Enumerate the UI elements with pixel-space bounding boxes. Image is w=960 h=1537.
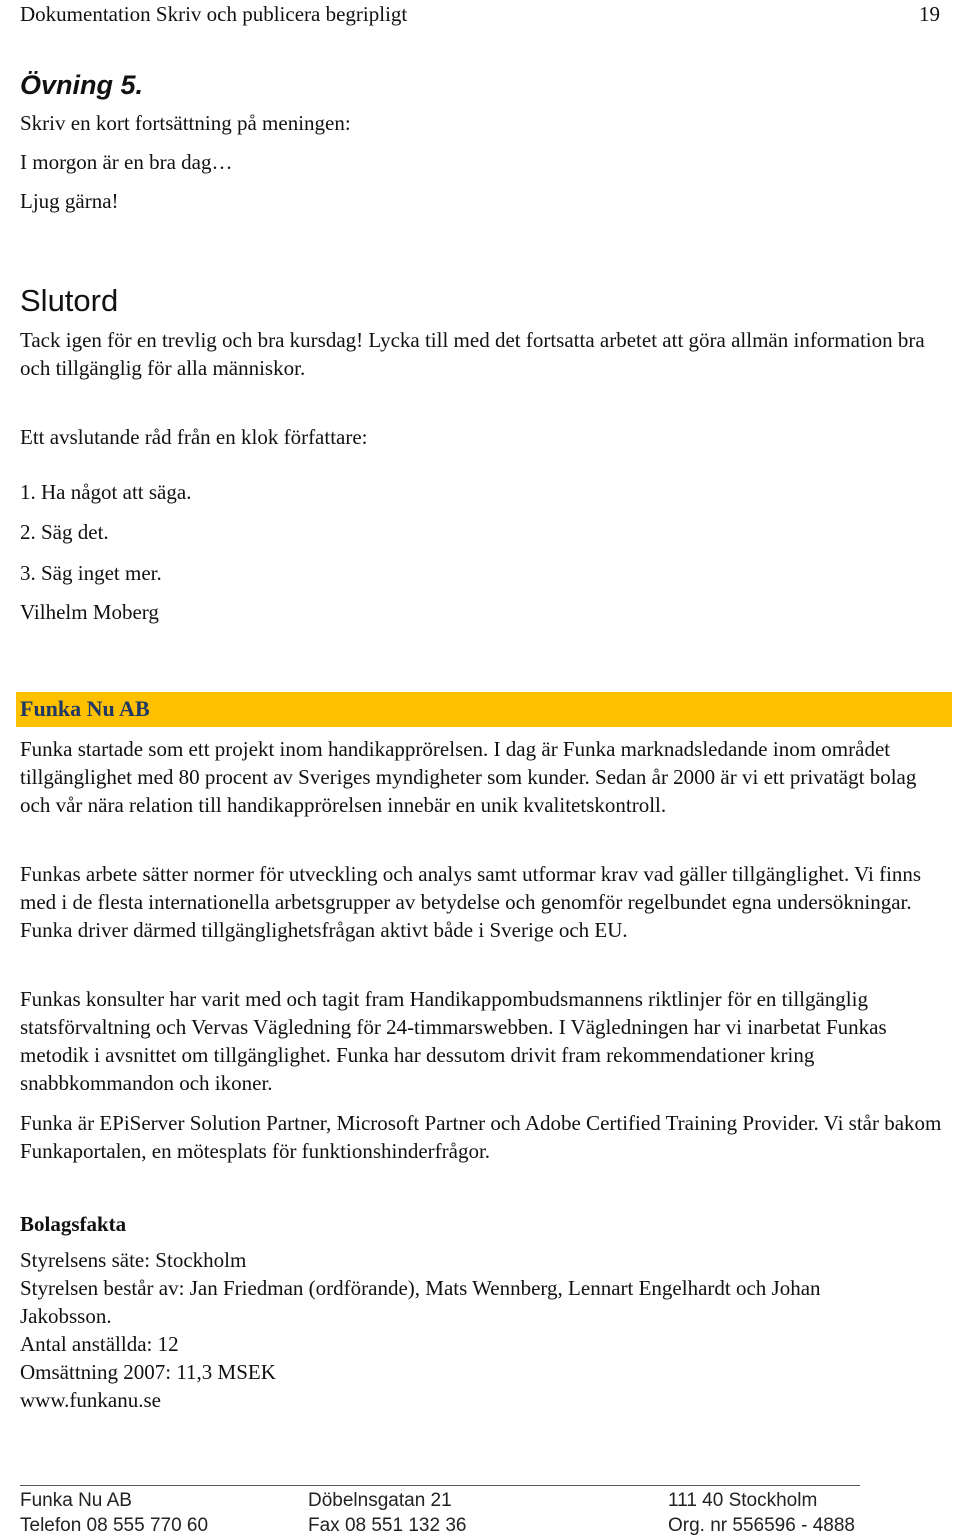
funka-paragraph-1: Funka startade som ett projekt inom handikapprörelsen. I dag är Funka marknadsledande inom området tillgänglighet med 80 procent av Sveriges myndigheter som kunder. Sedan år 2000 är vi ett privatägt bolag och vår nära relation till handikapprörelsen innebär en unik kvalitetskontroll.	[20, 737, 917, 817]
section-title-slutord: Slutord	[20, 283, 119, 318]
advice-item-2: 2. Säg det.	[20, 520, 109, 544]
footer-company: Funka Nu AB	[20, 1490, 132, 1511]
facts-board: Styrelsen består av: Jan Friedman (ordförande), Mats Wennberg, Lennart Engelhardt och Johan Jakobsson.	[20, 1276, 821, 1328]
slutord-intro: Tack igen för en trevlig och bra kursdag! Lycka till med det fortsatta arbetet att göra allmän information bra och tillgänglig för alla människor.	[20, 328, 925, 380]
exercise-hint: Ljug gärna!	[20, 189, 119, 213]
exercise-instruction: Skriv en kort fortsättning på meningen:	[20, 111, 351, 135]
footer-city: 111 40 Stockholm	[668, 1490, 818, 1511]
funka-paragraph-3: Funkas konsulter har varit med och tagit fram Handikappombudsmannens riktlinjer för en tillgänglig statsförvaltning och Vervas Vägledning för 24-timmarswebben. I Vägledningen har vi inarbetat Funkas metodik i avsnittet om tillgänglighet. Funka har dessutom drivit fram rekommendationer kring snabbkommandon och ikoner.	[20, 987, 887, 1095]
advice-item-3: 3. Säg inget mer.	[20, 561, 162, 585]
exercise-title: Övning 5.	[20, 70, 144, 100]
facts-seat: Styrelsens säte: Stockholm	[20, 1248, 247, 1272]
funka-paragraph-4: Funka är EPiServer Solution Partner, Microsoft Partner och Adobe Certified Training Provider. Vi står bakom Funkaportalen, en mötesplats för funktionshinderfrågor.	[20, 1111, 942, 1163]
company-heading: Funka Nu AB	[20, 696, 150, 721]
company-heading-bar	[16, 692, 952, 727]
footer-fax: Fax 08 551 132 36	[308, 1515, 467, 1536]
page-number: 19	[919, 2, 940, 26]
quote-author: Vilhelm Moberg	[20, 600, 159, 624]
advice-intro: Ett avslutande råd från en klok författare:	[20, 425, 368, 449]
facts-turnover: Omsättning 2007: 11,3 MSEK	[20, 1360, 276, 1384]
footer-address: Döbelnsgatan 21	[308, 1490, 452, 1511]
exercise-prompt: I morgon är en bra dag…	[20, 150, 233, 174]
funka-paragraph-2: Funkas arbete sätter normer för utveckling och analys samt utformar krav vad gäller tillgänglighet. Vi finns med i de flesta internationella arbetsgrupper av betydelse och genomför regelbundet egna undersökningar. Funka driver därmed tillgänglighetsfrågan aktivt både i Sverige och EU.	[20, 862, 922, 942]
advice-item-1: 1. Ha något att säga.	[20, 480, 192, 504]
footer-org-number: Org. nr 556596 - 4888	[668, 1515, 855, 1536]
footer-phone: Telefon 08 555 770 60	[20, 1515, 209, 1536]
facts-employees: Antal anställda: 12	[20, 1332, 179, 1356]
document-header-title: Dokumentation Skriv och publicera begripligt	[20, 2, 408, 26]
footer-divider	[20, 1485, 860, 1486]
facts-title: Bolagsfakta	[20, 1212, 127, 1236]
facts-website[interactable]: www.funkanu.se	[20, 1388, 161, 1412]
